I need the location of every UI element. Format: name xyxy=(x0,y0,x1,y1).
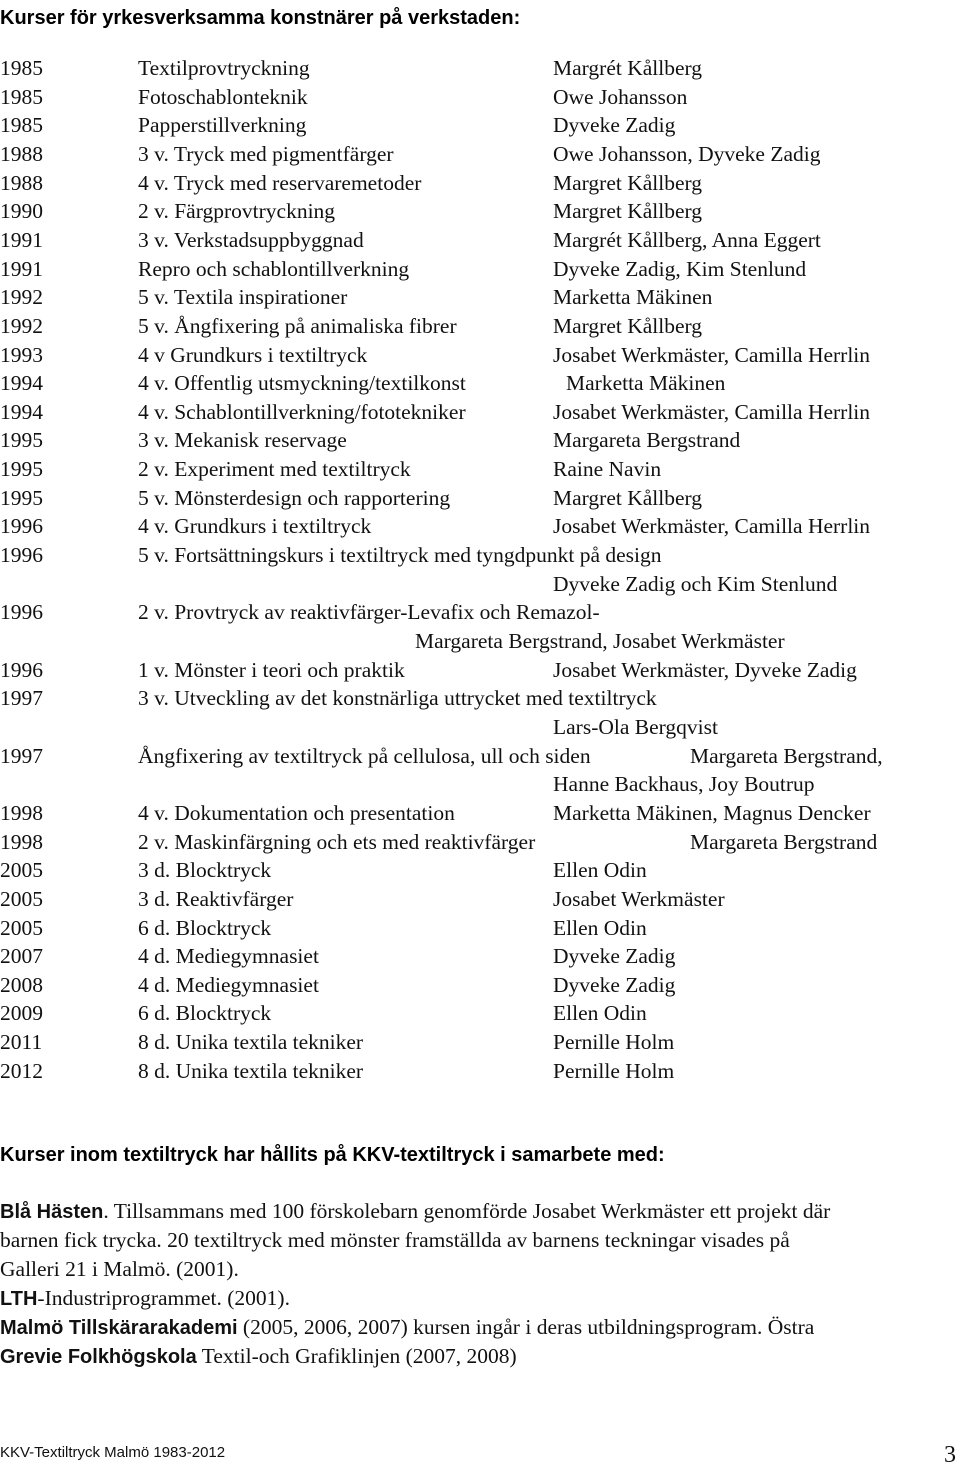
course-row xyxy=(0,684,960,712)
course-row xyxy=(0,627,960,655)
course-row xyxy=(0,1028,960,1056)
course-year: 1995 xyxy=(0,457,43,482)
course-row xyxy=(0,341,960,369)
course-year: 1991 xyxy=(0,256,43,281)
course-row xyxy=(0,856,960,884)
course-year: 1998 xyxy=(0,829,43,854)
collab-name-tillskararakademi: Malmö Tillskärarakademi xyxy=(0,1317,238,1339)
course-row xyxy=(0,197,960,225)
course-row xyxy=(0,255,960,283)
course-row xyxy=(0,914,960,942)
course-teacher: Margareta Bergstrand xyxy=(690,829,878,854)
course-title: 3 v. Tryck med pigmentfärger xyxy=(138,141,394,166)
course-title: 6 d. Blocktryck xyxy=(138,1001,272,1026)
course-year: 1996 xyxy=(0,600,43,625)
course-year: 1996 xyxy=(0,514,43,539)
course-teacher: Margret Kållberg xyxy=(553,485,703,510)
course-title: Textilprovtryckning xyxy=(138,56,310,80)
course-year: 1992 xyxy=(0,285,43,310)
course-year: 1994 xyxy=(0,399,43,424)
course-title: 5 v. Textila inspirationer xyxy=(138,285,348,310)
course-year: 1992 xyxy=(0,313,43,338)
course-row xyxy=(0,541,960,569)
course-year: 1995 xyxy=(0,428,43,453)
collab-text: -Industriprogrammet. (2001). xyxy=(37,1286,290,1310)
course-teacher: Dyveke Zadig, Kim Stenlund xyxy=(553,256,807,281)
page-number: 3 xyxy=(944,1442,956,1468)
collab-line-4 xyxy=(0,1284,290,1314)
course-title: 4 d. Mediegymnasiet xyxy=(138,972,319,997)
course-title: 5 v. Ångfixering på animaliska fibrer xyxy=(138,313,457,338)
course-title: 4 v. Dokumentation och presentation xyxy=(138,800,455,825)
course-teacher: Margrét Kållberg xyxy=(553,56,703,80)
course-row xyxy=(0,598,960,626)
course-row xyxy=(0,770,960,798)
course-title: 1 v. Mönster i teori och praktik xyxy=(138,657,405,682)
course-title: 4 v. Offentlig utsmyckning/textilkonst xyxy=(138,371,466,396)
course-row xyxy=(0,999,960,1027)
course-title: 6 d. Blocktryck xyxy=(138,915,272,940)
course-year: 2005 xyxy=(0,858,43,883)
course-year: 1991 xyxy=(0,227,43,252)
course-teacher: Josabet Werkmäster, Camilla Herrlin xyxy=(553,342,871,367)
course-teacher: Dyveke Zadig och Kim Stenlund xyxy=(553,571,838,596)
course-year: 1988 xyxy=(0,170,43,195)
collab-text: . Tillsammans med 100 förskolebarn genomförde Josabet Werkmäster ett projekt där xyxy=(103,1199,831,1223)
course-teacher: Hanne Backhaus, Joy Boutrup xyxy=(553,772,815,797)
course-teacher: Raine Navin xyxy=(553,457,662,482)
course-title: 3 d. Blocktryck xyxy=(138,858,272,883)
course-title: 2 v. Maskinfärgning och ets med reaktivfärger xyxy=(138,829,536,854)
course-teacher: Ellen Odin xyxy=(553,1001,647,1026)
course-year: 1993 xyxy=(0,342,43,367)
course-row xyxy=(0,83,960,111)
course-row xyxy=(0,828,960,856)
course-year: 1988 xyxy=(0,141,43,166)
course-teacher: Ellen Odin xyxy=(553,858,647,883)
course-title: 3 d. Reaktivfärger xyxy=(138,886,294,911)
collab-name-bla-hasten: Blå Hästen xyxy=(0,1201,104,1223)
course-teacher: Margrét Kållberg, Anna Eggert xyxy=(553,227,821,252)
course-title: Repro och schablontillverkning xyxy=(138,256,410,281)
course-row xyxy=(0,885,960,913)
course-title: 4 v Grundkurs i textiltryck xyxy=(138,342,368,367)
course-row xyxy=(0,512,960,540)
collab-line-2: barnen fick trycka. 20 textiltryck med mönster framställda av barnens teckningar visades på xyxy=(0,1228,790,1252)
course-title: 4 v. Tryck med reservaremetoder xyxy=(138,170,422,195)
course-teacher: Margret Kållberg xyxy=(553,170,703,195)
course-row xyxy=(0,971,960,999)
course-year: 1998 xyxy=(0,800,43,825)
course-teacher: Margareta Bergstrand, Josabet Werkmäster xyxy=(415,629,785,653)
course-row xyxy=(0,799,960,827)
course-year: 2005 xyxy=(0,915,43,940)
course-row xyxy=(0,169,960,197)
course-year: 1990 xyxy=(0,199,43,224)
course-row xyxy=(0,656,960,684)
course-row xyxy=(0,742,960,770)
course-teacher: Margret Kållberg xyxy=(553,199,703,224)
course-row xyxy=(0,455,960,483)
course-year: 2012 xyxy=(0,1058,43,1083)
course-year: 1985 xyxy=(0,84,43,109)
course-row xyxy=(0,226,960,254)
course-title: 4 v. Grundkurs i textiltryck xyxy=(138,514,372,539)
heading-collaboration: Kurser inom textiltryck har hållits på KKV-textiltryck i samarbete med: xyxy=(0,1144,665,1166)
course-teacher: Owe Johansson, Dyveke Zadig xyxy=(553,141,821,166)
course-row xyxy=(0,369,960,397)
course-title: 4 v. Schablontillverkning/fototekniker xyxy=(138,399,466,424)
course-teacher: Ellen Odin xyxy=(553,915,647,940)
course-title: 8 d. Unika textila tekniker xyxy=(138,1030,364,1055)
course-row xyxy=(0,426,960,454)
course-teacher: Margret Kållberg xyxy=(553,313,703,338)
course-teacher: Dyveke Zadig xyxy=(553,944,676,969)
course-teacher: Lars-Ola Bergqvist xyxy=(553,714,718,739)
course-teacher: Marketta Mäkinen, Magnus Dencker xyxy=(553,800,871,825)
course-year: 2009 xyxy=(0,1001,43,1026)
course-year: 2007 xyxy=(0,944,43,969)
course-year: 1995 xyxy=(0,485,43,510)
course-year: 1994 xyxy=(0,371,43,396)
course-title: 4 d. Mediegymnasiet xyxy=(138,944,319,969)
course-row xyxy=(0,1057,960,1085)
course-year: 2008 xyxy=(0,972,43,997)
course-title: 2 v. Experiment med textiltryck xyxy=(138,457,411,482)
collab-line-1 xyxy=(0,1197,830,1227)
course-title: 3 v. Utveckling av det konstnärliga uttrycket med textiltryck xyxy=(138,686,657,711)
course-title: 2 v. Provtryck av reaktivfärger-Levafix och Remazol- xyxy=(138,600,600,625)
course-title: 2 v. Färgprovtryckning xyxy=(138,199,336,224)
course-title: 3 v. Verkstadsuppbyggnad xyxy=(138,227,364,252)
course-row xyxy=(0,140,960,168)
course-teacher: Owe Johansson xyxy=(553,84,688,109)
course-teacher: Josabet Werkmäster xyxy=(553,886,725,911)
heading-courses: Kurser för yrkesverksamma konstnärer på verkstaden: xyxy=(0,7,521,29)
course-title: 5 v. Mönsterdesign och rapportering xyxy=(138,485,451,510)
course-row xyxy=(0,484,960,512)
course-teacher: Dyveke Zadig xyxy=(553,113,676,138)
course-year: 1997 xyxy=(0,743,43,768)
course-row xyxy=(0,312,960,340)
collab-text: Textil-och Grafiklinjen (2007, 2008) xyxy=(196,1344,517,1368)
course-year: 1996 xyxy=(0,543,43,568)
course-row xyxy=(0,54,960,82)
course-year: 1996 xyxy=(0,657,43,682)
course-year: 1985 xyxy=(0,56,43,80)
course-year: 1997 xyxy=(0,686,43,711)
course-year: 2011 xyxy=(0,1030,43,1055)
course-row xyxy=(0,111,960,139)
collab-line-5 xyxy=(0,1313,814,1343)
course-teacher: Margareta Bergstrand, xyxy=(690,743,883,768)
course-teacher: Pernille Holm xyxy=(553,1030,675,1055)
course-year: 1985 xyxy=(0,113,43,138)
collab-name-lth: LTH xyxy=(0,1288,38,1310)
course-teacher: Josabet Werkmäster, Camilla Herrlin xyxy=(553,514,871,539)
course-row xyxy=(0,713,960,741)
course-teacher: Josabet Werkmäster, Camilla Herrlin xyxy=(553,399,871,424)
course-teacher: Margareta Bergstrand xyxy=(553,428,741,453)
course-teacher: Pernille Holm xyxy=(553,1058,675,1083)
course-title: 3 v. Mekanisk reservage xyxy=(138,428,347,453)
course-row xyxy=(0,942,960,970)
course-teacher: Marketta Mäkinen xyxy=(566,371,726,396)
course-teacher: Dyveke Zadig xyxy=(553,972,676,997)
course-year: 2005 xyxy=(0,886,43,911)
course-title: 8 d. Unika textila tekniker xyxy=(138,1058,364,1083)
course-row xyxy=(0,570,960,598)
collab-name-grevie: Grevie Folkhögskola xyxy=(0,1346,197,1368)
course-row xyxy=(0,283,960,311)
course-row xyxy=(0,398,960,426)
course-title: Fotoschablonteknik xyxy=(138,84,308,109)
course-title: 5 v. Fortsättningskurs i textiltryck med tyngdpunkt på design xyxy=(138,543,662,568)
course-title: Papperstillverkning xyxy=(138,113,307,138)
footer-text: KKV-Textiltryck Malmö 1983-2012 xyxy=(0,1444,226,1461)
course-teacher: Josabet Werkmäster, Dyveke Zadig xyxy=(553,657,857,682)
collab-text: (2005, 2006, 2007) kursen ingår i deras utbildningsprogram. Östra xyxy=(237,1315,815,1339)
course-title: Ångfixering av textiltryck på cellulosa, ull och siden xyxy=(138,743,591,768)
course-teacher: Marketta Mäkinen xyxy=(553,285,713,310)
collab-line-3: Galleri 21 i Malmö. (2001). xyxy=(0,1257,239,1281)
collab-line-6 xyxy=(0,1342,517,1372)
